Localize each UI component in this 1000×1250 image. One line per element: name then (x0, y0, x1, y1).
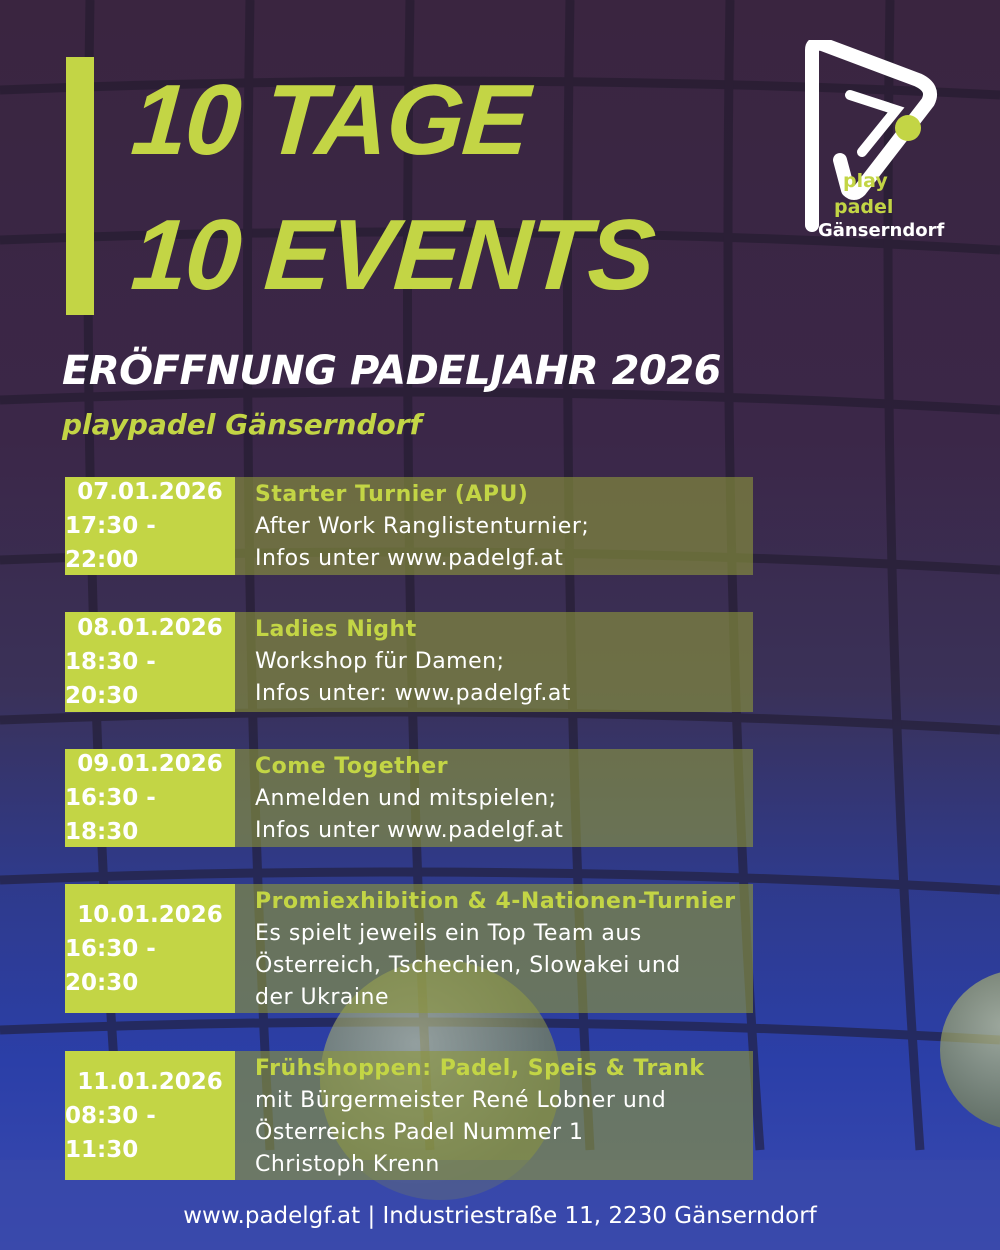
event-info (235, 612, 753, 712)
page-subtitle: playpadel Gänserndorf (62, 408, 422, 441)
page-title: ERÖFFNUNG PADELJAHR 2026 (62, 348, 721, 394)
event-title: Starter Turnier (APU) (255, 482, 529, 507)
event-time: 18:30 - 20:30 (65, 649, 156, 709)
event-card (65, 749, 753, 847)
event-title: Frühshoppen: Padel, Speis & Trank (255, 1056, 705, 1081)
event-line: Infos unter www.padelgf.at (255, 818, 564, 843)
event-card (65, 477, 753, 575)
event-info (235, 477, 753, 575)
event-date-block (65, 884, 235, 1013)
logo-padel: padel (834, 196, 894, 218)
event-card (65, 612, 753, 712)
event-date: 08.01.2026 (77, 615, 223, 641)
hero-line-2: 10 EVENTS (128, 199, 658, 311)
event-line: Infos unter www.padelgf.at (255, 546, 564, 571)
accent-bar (66, 57, 94, 315)
hero-line-1: 10 TAGE (128, 64, 532, 176)
event-date: 09.01.2026 (77, 751, 223, 777)
event-info (235, 749, 753, 847)
event-title: Come Together (255, 754, 449, 779)
event-line: Es spielt jeweils ein Top Team aus (255, 921, 642, 946)
event-time: 16:30 - 20:30 (65, 935, 156, 996)
event-line: der Ukraine (255, 985, 389, 1010)
event-date: 07.01.2026 (77, 479, 223, 505)
event-card (65, 884, 753, 1013)
event-line: Workshop für Damen; (255, 649, 505, 674)
event-time: 16:30 - 18:30 (65, 785, 156, 845)
event-line: Österreich, Tschechien, Slowakei und (255, 953, 681, 978)
logo-play: play (843, 170, 888, 192)
event-date: 10.01.2026 (77, 901, 223, 928)
footer-contact: www.padelgf.at | Industriestraße 11, 2230 Gänserndorf (183, 1203, 817, 1229)
event-title: Promiexhibition & 4-Nationen-Turnier (255, 889, 736, 914)
event-line: Österreichs Padel Nummer 1 (255, 1120, 584, 1145)
event-line: mit Bürgermeister René Lobner und (255, 1088, 667, 1113)
event-date: 11.01.2026 (77, 1068, 223, 1095)
event-date-block (65, 749, 235, 847)
event-info (235, 884, 753, 1013)
event-line: Infos unter: www.padelgf.at (255, 681, 571, 706)
event-time: 08:30 - 11:30 (65, 1102, 156, 1163)
event-line: After Work Ranglistenturnier; (255, 514, 590, 539)
event-date-block (65, 612, 235, 712)
event-line: Christoph Krenn (255, 1152, 440, 1177)
event-date-block (65, 1051, 235, 1180)
event-date-block (65, 477, 235, 575)
event-title: Ladies Night (255, 617, 417, 642)
event-info (235, 1051, 753, 1180)
event-card (65, 1051, 753, 1180)
logo-place: Gänserndorf (818, 220, 945, 241)
event-time: 17:30 - 22:00 (65, 513, 156, 573)
event-line: Anmelden und mitspielen; (255, 786, 557, 811)
